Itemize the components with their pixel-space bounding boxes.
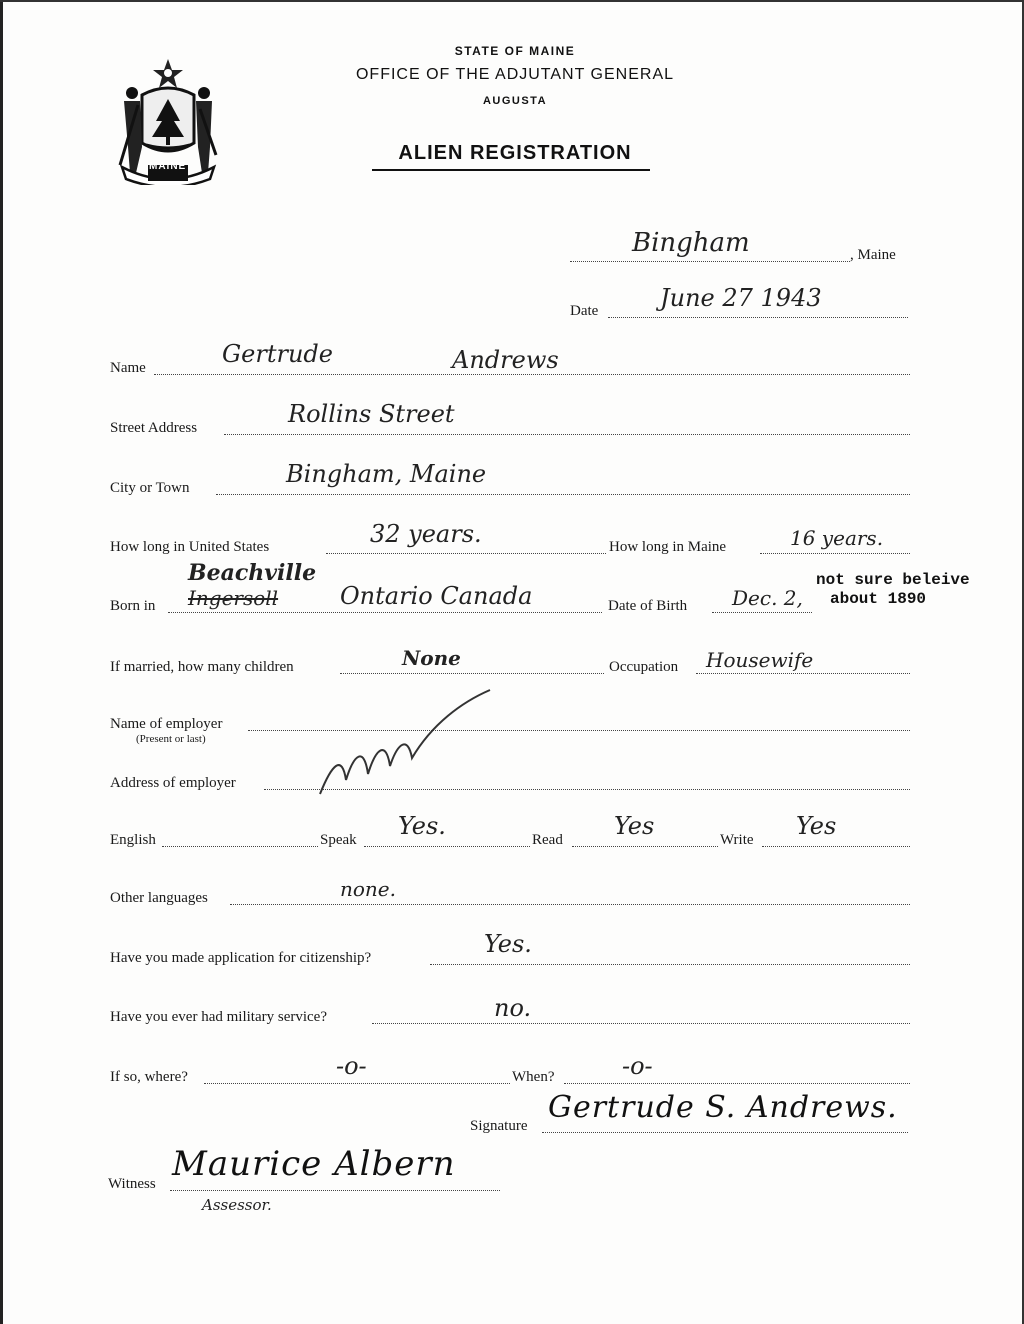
how-long-maine-label: How long in Maine [609,539,727,555]
when-label: When? [512,1069,555,1085]
read-line [572,846,718,847]
read-value: Yes [614,812,655,840]
if-so-where-label: If so, where? [110,1069,188,1085]
read-label: Read [532,832,563,848]
born-in-struck: Ingersoll [188,586,279,610]
city-line [216,494,910,495]
english-line [162,846,318,847]
write-line [762,846,910,847]
how-long-us-label: How long in United States [110,539,270,555]
children-line [340,673,604,674]
military-value: no. [494,994,532,1022]
citizenship-value: Yes. [484,930,532,958]
children-label: If married, how many children [110,659,294,675]
employer-none-scribble [312,684,502,802]
header-city: AUGUSTA [482,95,548,107]
citizenship-label: Have you made application for citizenship? [110,950,372,966]
street-address-line [224,434,910,435]
header-office: OFFICE OF THE ADJUTANT GENERAL [355,66,675,83]
title-underline [372,169,650,171]
citizenship-line [430,964,910,965]
header-state: STATE OF MAINE [454,44,576,58]
signature-value: Gertrude S. Andrews. [548,1090,898,1125]
children-value: None [402,646,461,670]
other-languages-line [230,904,910,905]
when-line [564,1083,910,1084]
speak-value: Yes. [398,812,446,840]
name-line [154,374,910,375]
other-languages-value: none. [340,877,396,901]
date-label: Date [570,303,599,319]
witness-value: Maurice Albern [172,1144,456,1184]
city-value: Bingham, Maine [286,460,487,488]
witness-line [170,1190,500,1191]
write-label: Write [720,832,754,848]
signature-label: Signature [470,1118,528,1134]
date-of-birth-value: Dec. 2, [732,586,803,610]
date-of-birth-label: Date of Birth [608,598,688,614]
how-long-us-value: 32 years. [370,520,482,548]
if-so-where-value: -o- [336,1052,367,1080]
military-label: Have you ever had military service? [110,1009,327,1025]
location-suffix: , Maine [850,247,896,263]
signature-line [542,1132,908,1133]
employer-name-label: Name of employer [110,716,223,732]
name-last: Andrews [452,346,559,374]
seal-text: MAINE [149,161,187,172]
date-of-birth-typed-note-1: not sure beleive [816,571,970,589]
born-in-line [168,612,602,613]
date-line [608,317,908,318]
location-value: Bingham [632,228,750,258]
date-of-birth-line [712,612,812,613]
born-in-inserted: Beachville [188,560,317,586]
how-long-maine-line [760,553,910,554]
street-address-label: Street Address [110,420,198,436]
name-label: Name [110,360,146,376]
how-long-us-line [326,553,606,554]
employer-address-label: Address of employer [110,775,236,791]
if-so-where-line [204,1083,510,1084]
scan-edge-left [0,0,3,1324]
scan-edge-top [0,0,1024,2]
military-line [372,1023,910,1024]
write-value: Yes [796,812,837,840]
page-title: ALIEN REGISTRATION [398,142,632,164]
city-label: City or Town [110,480,190,496]
when-value: -o- [622,1052,653,1080]
speak-line [364,846,530,847]
date-value: June 27 1943 [660,284,822,312]
born-in-value: Ontario Canada [340,582,533,610]
occupation-value: Housewife [706,648,814,672]
english-label: English [110,832,156,848]
witness-title: Assessor. [202,1196,272,1214]
name-first: Gertrude [222,340,333,368]
witness-label: Witness [108,1176,156,1192]
occupation-line [696,673,910,674]
other-languages-label: Other languages [110,890,208,906]
employer-name-sublabel: (Present or last) [136,733,206,745]
speak-label: Speak [320,832,357,848]
location-line [570,261,850,262]
born-in-label: Born in [110,598,156,614]
how-long-maine-value: 16 years. [790,526,884,550]
occupation-label: Occupation [609,659,679,675]
street-address-value: Rollins Street [288,400,455,428]
date-of-birth-typed-note-2: about 1890 [830,590,927,608]
